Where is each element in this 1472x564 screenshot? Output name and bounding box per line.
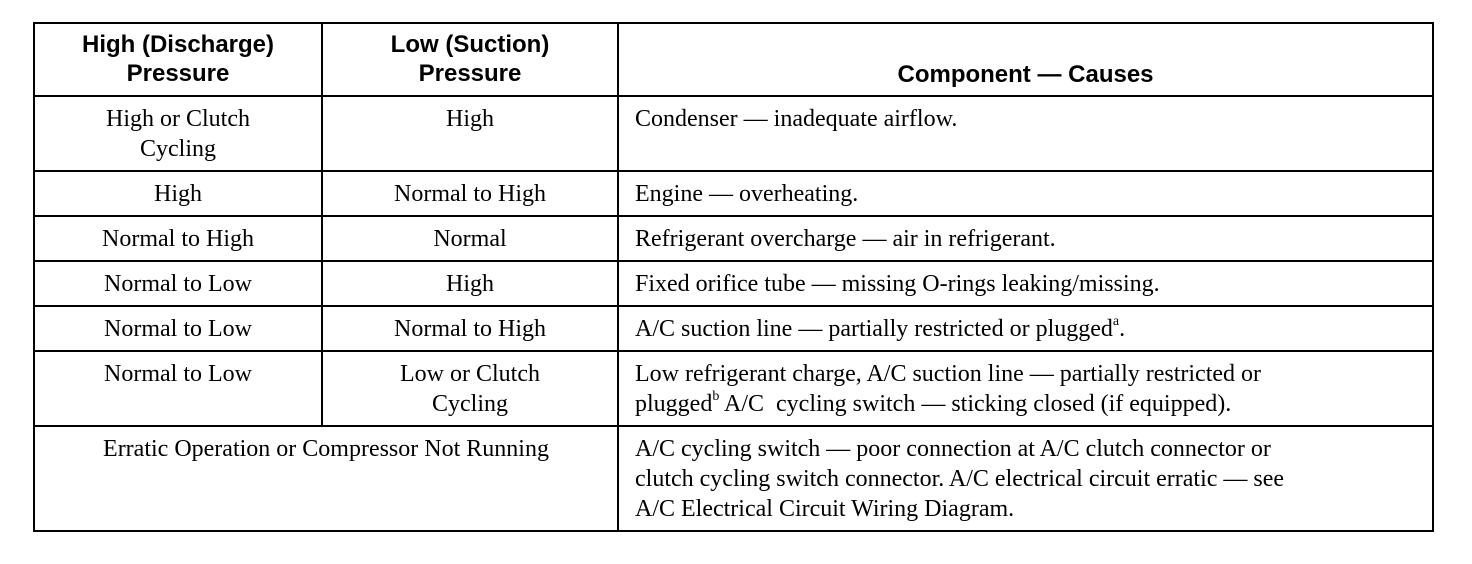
cell-line: clutch cycling switch connector. A/C electrical circuit erratic — see — [635, 466, 1285, 492]
cell-high-pressure — [34, 351, 322, 426]
cell-line: Normal to Low — [104, 316, 252, 342]
cell-line — [635, 389, 1422, 419]
header-low-line-1: Low (Suction) — [390, 31, 550, 58]
cell-line: Refrigerant overcharge — air in refrigerant. — [635, 226, 1056, 252]
cell-line: Normal to High — [394, 181, 546, 207]
cell-causes — [618, 261, 1433, 306]
cell-low-pressure — [322, 261, 618, 306]
cell-line: A/C Electrical Circuit Wiring Diagram. — [635, 496, 1015, 522]
cell-text: A/C cycling switch — sticking closed (if equipped). — [719, 391, 1232, 417]
cell-causes — [618, 171, 1433, 216]
footnote-marker: b — [712, 389, 720, 404]
cell-low-pressure — [322, 96, 618, 171]
table-row — [34, 171, 1433, 216]
cell-text: plugged — [635, 391, 713, 417]
cell-line: Erratic Operation or Compressor Not Running — [103, 436, 549, 462]
cell-line: Normal to Low — [104, 361, 252, 387]
cell-high-pressure — [34, 261, 322, 306]
cell-causes — [618, 306, 1433, 351]
header-low-line-2: Pressure — [418, 60, 522, 87]
cell-low-pressure — [322, 216, 618, 261]
header-high-line-2: Pressure — [126, 60, 230, 87]
table-row — [34, 426, 1433, 531]
header-high-line-1: High (Discharge) — [81, 31, 275, 58]
cell-line: High — [446, 106, 494, 132]
cell-line: Condenser — inadequate airflow. — [635, 106, 958, 132]
cell-text: . — [1119, 316, 1126, 342]
cell-text: A/C suction line — partially restricted or plugged — [635, 316, 1113, 342]
table-row — [34, 306, 1433, 351]
cell-line: Low refrigerant charge, A/C suction line — partially restricted or — [635, 361, 1262, 387]
cell-line: Normal to High — [394, 316, 546, 342]
table-header-row — [34, 23, 1433, 96]
cell-causes — [618, 351, 1433, 426]
cell-high-pressure — [34, 306, 322, 351]
table-row — [34, 96, 1433, 171]
table-row — [34, 351, 1433, 426]
cell-merged-pressure — [34, 426, 618, 531]
cell-line: High — [446, 271, 494, 297]
cell-line: A/C cycling switch — poor connection at A/C clutch connector or — [635, 436, 1271, 462]
cell-line: Cycling — [140, 136, 216, 162]
cell-causes — [618, 216, 1433, 261]
cell-line: Normal — [433, 226, 507, 252]
cell-low-pressure — [322, 351, 618, 426]
cell-high-pressure — [34, 96, 322, 171]
cell-line: Low or Clutch — [400, 361, 540, 387]
header-low-pressure — [322, 23, 618, 96]
cell-high-pressure — [34, 171, 322, 216]
cell-line: Normal to High — [102, 226, 254, 252]
cell-line: Cycling — [432, 391, 508, 417]
cell-line: Fixed orifice tube — missing O-rings leaking/missing. — [635, 271, 1160, 297]
cell-low-pressure — [322, 306, 618, 351]
footnote-marker: a — [1112, 314, 1120, 329]
diagnosis-table — [33, 22, 1434, 532]
header-high-pressure — [34, 23, 322, 96]
cell-line: High or Clutch — [106, 106, 250, 132]
cell-causes — [618, 96, 1433, 171]
cell-causes — [618, 426, 1433, 531]
table-row — [34, 216, 1433, 261]
table-row — [34, 261, 1433, 306]
header-component-causes: Component — Causes — [618, 23, 1433, 96]
cell-line: Normal to Low — [104, 271, 252, 297]
cell-line: Engine — overheating. — [635, 181, 859, 207]
cell-line: High — [154, 181, 202, 207]
cell-high-pressure — [34, 216, 322, 261]
cell-low-pressure — [322, 171, 618, 216]
